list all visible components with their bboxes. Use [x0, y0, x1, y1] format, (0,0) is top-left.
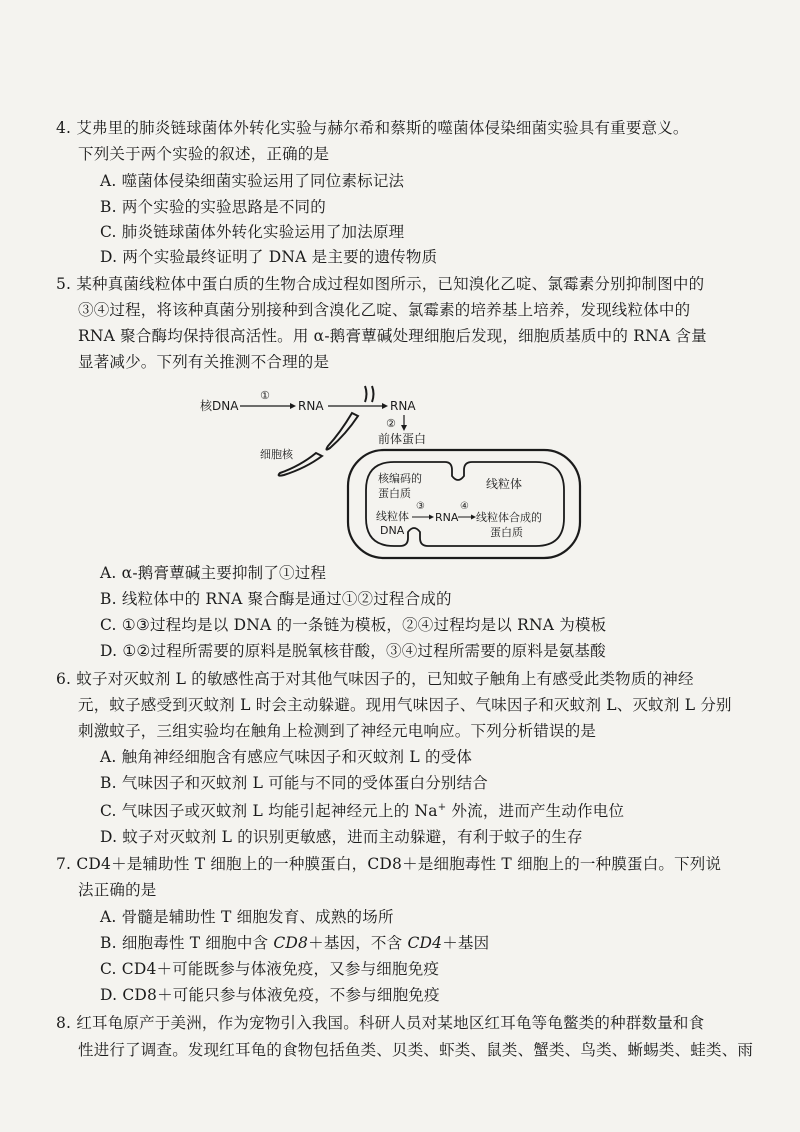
q4-option-a: A. 噬菌体侵染细菌实验运用了同位素标记法 [100, 172, 405, 190]
arrow-step3-head [429, 515, 434, 520]
diagram-step3: ③ [416, 501, 425, 512]
diagram-rna3: RNA [435, 511, 459, 524]
q7-stem-line2: 法正确的是 [78, 881, 157, 899]
q5-option-b: B. 线粒体中的 RNA 聚合酶是通过①②过程合成的 [100, 590, 452, 608]
q6-option-c [100, 803, 624, 820]
diagram-step1: ① [260, 389, 270, 402]
q7-option-b-gene2: CD4 [407, 934, 443, 952]
q7-option-b-2: ＋基因，不含 [308, 934, 408, 952]
diagram-nucleus-label: 细胞核 [260, 448, 293, 461]
q6-option-a: A. 触角神经细胞含有感应气味因子和灭蚊剂 L 的受体 [100, 748, 473, 766]
diagram-mito-protein-1: 线粒体合成的 [476, 511, 542, 524]
q5-stem-line1: 5. 某种真菌线粒体中蛋白质的生物合成过程如图所示，已知溴化乙啶、氯霉素分别抑制图中的 [56, 275, 705, 293]
q7-option-c: C. CD4＋可能既参与体液免疫，又参与细胞免疫 [100, 960, 440, 978]
q6-stem-line1: 6. 蚊子对灭蚊剂 L 的敏感性高于对其他气味因子的，已知蚊子触角上有感受此类物质的神经 [56, 670, 694, 688]
arrow-2-head [382, 403, 388, 409]
arrow-1-head [290, 403, 296, 409]
q6-stem-line3: 刺激蚊子，三组实验均在触角上检测到了神经元电响应。下列分析错误的是 [78, 722, 597, 740]
q7-option-b-gene1: CD8 [273, 934, 309, 952]
q6-option-c-post: 外流，进而产生动作电位 [446, 802, 625, 821]
diagram-mitochondrion-label: 线粒体 [486, 477, 523, 491]
q5-option-a: A. α-鹅膏蕈碱主要抑制了①过程 [100, 564, 327, 582]
diagram-nuclear-dna: 核DNA [200, 399, 239, 413]
q4-option-c: C. 肺炎链球菌体外转化实验运用了加法原理 [100, 223, 405, 241]
q5-stem-line2: ③④过程，将该种真菌分别接种到含溴化乙啶、氯霉素的培养基上培养，发现线粒体中的 [78, 301, 691, 319]
diagram-rna1: RNA [298, 399, 324, 413]
q8-stem-line1: 8. 红耳龟原产于美洲，作为宠物引入我国。科研人员对某地区红耳龟等龟鳖类的种群数量和食 [56, 1014, 705, 1032]
arrow-step2-head [401, 425, 407, 431]
q7-option-d: D. CD8＋可能只参与体液免疫，不参与细胞免疫 [100, 986, 440, 1004]
q6-stem-line2: 元，蚊子感受到灭蚊剂 L 时会主动躲避。现用气味因子、气味因子和灭蚊剂 L、灭蚊剂 L 分别 [78, 696, 732, 714]
q6-option-c-pre: C. 气味因子或灭蚊剂 L 均能引起神经元上的 Na [100, 802, 438, 821]
q4-stem-line1: 4. 艾弗里的肺炎链球菌体外转化实验与赫尔希和蔡斯的噬菌体侵染细菌实验具有重要意义。 [56, 119, 689, 137]
protein-synthesis-diagram [190, 378, 590, 568]
q8-stem-line2: 性进行了调查。发现红耳龟的食物包括鱼类、贝类、虾类、鼠类、蟹类、鸟类、蜥蜴类、蛙类、雨 [78, 1041, 754, 1059]
q4-stem-line2: 下列关于两个实验的叙述，正确的是 [78, 145, 330, 163]
q7-option-b-1: B. 细胞毒性 T 细胞中含 [100, 934, 274, 952]
nuclear-pore-right [372, 386, 374, 402]
q7-option-b-3: ＋基因 [442, 934, 490, 952]
q7-option-b [100, 936, 489, 952]
nuclear-pore-left [365, 386, 367, 402]
nuclear-envelope-upper [326, 413, 358, 450]
q5-stem-line4: 显著减少。下列有关推测不合理的是 [78, 353, 330, 371]
q6-option-b: B. 气味因子和灭蚊剂 L 可能与不同的受体蛋白分别结合 [100, 774, 488, 792]
diagram-mito-protein-2: 蛋白质 [490, 526, 523, 539]
q5-option-c: C. ①③过程均是以 DNA 的一条链为模板，②④过程均是以 RNA 为模板 [100, 616, 607, 634]
diagram-step4: ④ [460, 501, 469, 512]
diagram-nuclear-encoded-2: 蛋白质 [378, 487, 411, 500]
q4-option-d: D. 两个实验最终证明了 DNA 是主要的遗传物质 [100, 248, 438, 266]
q6-option-d: D. 蚊子对灭蚊剂 L 的识别更敏感，进而主动躲避，有利于蚊子的生存 [100, 828, 583, 846]
diagram-mito-dna-2: DNA [380, 524, 405, 537]
q7-stem-line1: 7. CD4＋是辅助性 T 细胞上的一种膜蛋白，CD8＋是细胞毒性 T 细胞上的一种膜蛋白。下列说 [56, 855, 722, 873]
diagram-step2: ② [386, 417, 396, 430]
diagram-nuclear-encoded-1: 核编码的 [378, 472, 422, 485]
q5-stem-line3: RNA 聚合酶均保持很高活性。用 α-鹅膏蕈碱处理细胞后发现，细胞质基质中的 RNA 含量 [78, 327, 707, 345]
q6-option-c-sup: + [437, 802, 447, 813]
q5-option-d: D. ①②过程所需要的原料是脱氧核苷酸，③④过程所需要的原料是氨基酸 [100, 642, 606, 660]
diagram-rna2: RNA [390, 399, 416, 413]
q7-option-a: A. 骨髓是辅助性 T 细胞发育、成熟的场所 [100, 908, 394, 926]
diagram-mito-dna-1: 线粒体 [376, 510, 409, 523]
diagram-precursor-protein: 前体蛋白 [378, 432, 427, 446]
q4-option-b: B. 两个实验的实验思路是不同的 [100, 198, 326, 216]
